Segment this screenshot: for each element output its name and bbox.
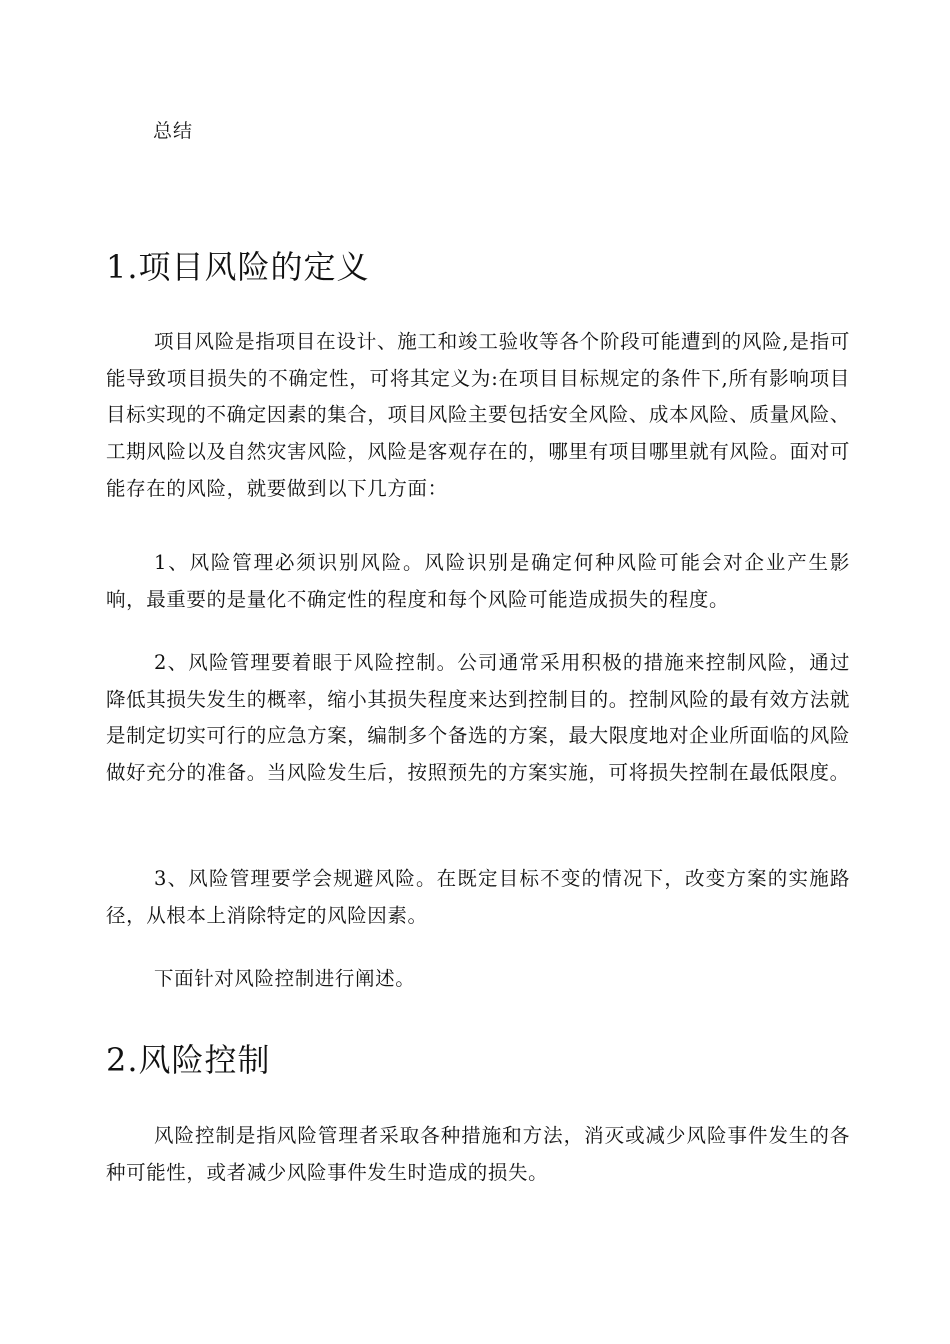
paragraph-avoid-risk: 3、风险管理要学会规避风险。在既定目标不变的情况下，改变方案的实施路径，从根本上消除特定的风险因素。	[106, 867, 850, 927]
paragraph-risk-definition: 项目风险是指项目在设计、施工和竣工验收等各个阶段可能遭到的风险,是指可能导致项目损失的不确定性，可将其定义为:在项目目标规定的条件下,所有影响项目目标实现的不确定因素的集合，项目风险主要包括安全风险、成本风险、质量风险、工期风险以及自然灾害风险，风险是客观存在的，哪里有项目哪里就有风险。面对可能存在的风险，就要做到以下几方面：	[106, 330, 850, 500]
paragraph-control-risk: 2、风险管理要着眼于风险控制。公司通常采用积极的措施来控制风险，通过降低其损失发生的概率，缩小其损失程度来达到控制目的。控制风险的最有效方法就是制定切实可行的应急方案，编制多个备选的方案，最大限度地对企业所面临的风险做好充分的准备。当风险发生后，按照预先的方案实施，可将损失控制在最低限度。	[106, 651, 850, 785]
section-heading-risk-control: 2.风险控制	[106, 1041, 271, 1079]
paragraph-transition: 下面针对风险控制进行阐述。	[154, 967, 416, 990]
section-heading-risk-definition: 1.项目风险的定义	[106, 248, 370, 286]
paragraph-risk-control-definition: 风险控制是指风险管理者采取各种措施和方法，消灭或减少风险事件发生的各种可能性，或者减少风险事件发生时造成的损失。	[106, 1124, 850, 1184]
summary-label: 总结	[153, 120, 194, 142]
paragraph-identify-risk: 1、风险管理必须识别风险。风险识别是确定何种风险可能会对企业产生影响，最重要的是量化不确定性的程度和每个风险可能造成损失的程度。	[106, 551, 850, 611]
